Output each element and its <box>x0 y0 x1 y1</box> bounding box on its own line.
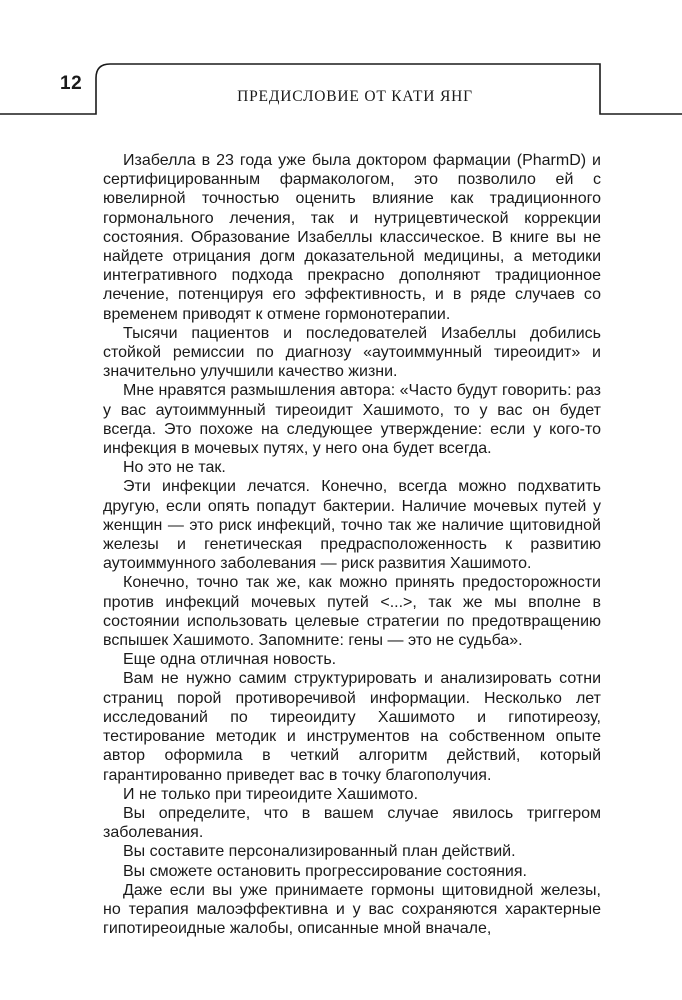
paragraph-9: И не только при тиреоидите Хашимото. <box>123 785 419 803</box>
paragraph-6: Конечно, точно так же, как можно принять предосторожности против инфекций мочевых путей <...>, так же мы вполне в состоянии использовать целевые стратегии по предотвращению вспышек Хашимото. Запомните: гены — это не судьба». <box>103 574 601 650</box>
paragraph-2: Тысячи пациентов и последователей Изабеллы добились стойкой ремиссии по диагнозу «аутоиммунный тиреоидит» и значительно улучшили качество жизни. <box>103 324 601 381</box>
paragraph-4: Но это не так. <box>123 459 226 477</box>
header-frame <box>0 0 682 130</box>
paragraph-3: Мне нравятся размышления автора: «Часто будут говорить: раз у вас аутоиммунный тиреоидит Хашимото, то у вас он будет всегда. Это похоже на следующее утверждение: если у кого-то инфекция в мочевых путях, у него она будет всегда. <box>103 382 601 458</box>
body-text <box>103 151 601 938</box>
page-number: 12 <box>60 73 83 94</box>
paragraph-1: Изабелла в 23 года уже была доктором фармации (PharmD) и сертифицированным фармакологом, это позволило ей с ювелирной точностью оценить влияние как традиционного гормонального лечения, так и нутрицевтической коррекции состояния. Образование Изабеллы классическое. В книге вы не найдете отрицания догм доказательной медицины, а методики интегративного подхода прекрасно дополняют традиционное лечение, потенцируя его эффективность, и в ряде случаев со временем приводят к отмене гормонотерапии. <box>103 152 601 323</box>
paragraph-11: Вы составите персонализированный план действий. <box>123 843 516 861</box>
paragraph-13: Даже если вы уже принимаете гормоны щитовидной железы, но терапия малоэффективна и у вас сохраняются характерные гипотиреоидные жалобы, описанные мной вначале, <box>103 881 601 938</box>
paragraph-10: Вы определите, что в вашем случае явилось триггером заболевания. <box>103 804 601 842</box>
paragraph-7: Еще одна отличная новость. <box>123 651 337 669</box>
running-head-title: ПРЕДИСЛОВИЕ ОТ КАТИ ЯНГ <box>237 88 473 105</box>
paragraph-5: Эти инфекции лечатся. Конечно, всегда можно подхватить другую, если опять попадут бактерии. Наличие мочевых путей у женщин — это риск инфекций, точно так же наличие щитовидной железы и генетическая предрасположенность к развитию аутоиммунного заболевания — риск развития Хашимото. <box>103 478 601 573</box>
paragraph-12: Вы сможете остановить прогрессирование состояния. <box>123 862 527 880</box>
paragraph-8: Вам не нужно самим структурировать и анализировать сотни страниц порой противоречивой информации. Несколько лет исследований по тиреоидиту Хашимото и гипотиреозу, тестирование методик и инструментов на собственном опыте автор оформила в четкий алгоритм действий, который гарантированно приведет вас в точку благополучия. <box>103 670 601 784</box>
